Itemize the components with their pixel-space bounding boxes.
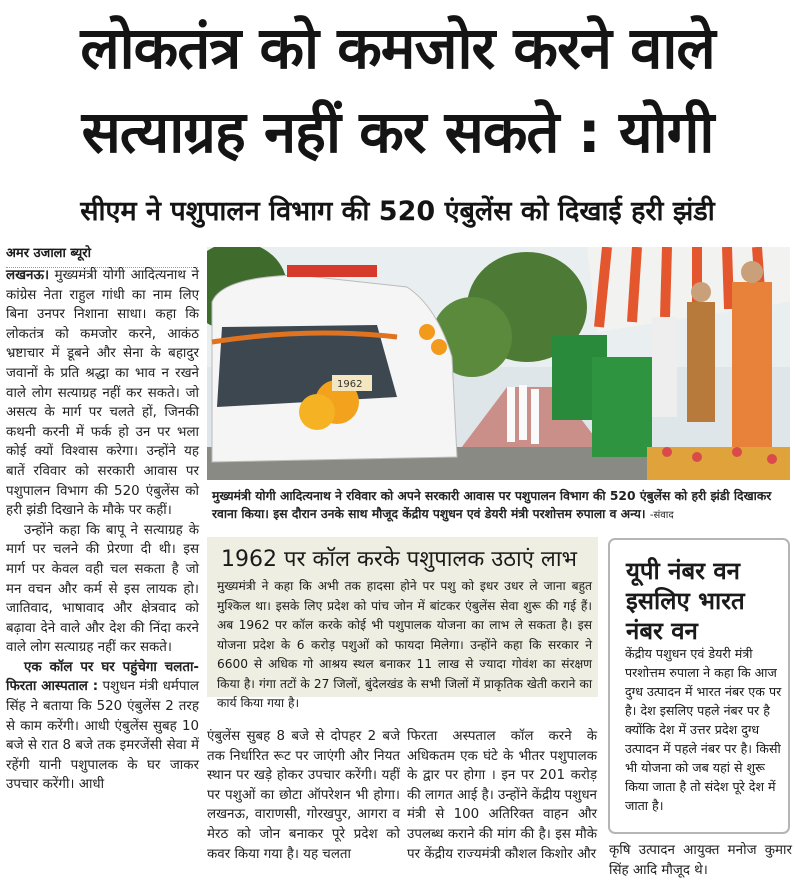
subheadline: सीएम ने पशुपालन विभाग की 520 एंबुलेंस को दिखाई हरी झंडी — [80, 196, 715, 227]
paragraph-3-text: पशुधन मंत्री धर्मपाल सिंह ने बताया कि 520 एंबुलेंस 2 तरह से काम करेंगी। आधी एंबुलेंस सुबह 10 बजे से रात 8 बजे तक इमरजेंसी सेवा में रहेंगी यानी पशुपालक के घर जाकर उपचार करेंगी। आधी — [6, 679, 200, 793]
photo-caption — [212, 487, 790, 525]
headline-line-2: सत्याग्रह नहीं कर सकते : योगी — [81, 98, 714, 166]
column-4: कृषि उत्पादन आयुक्त मनोज कुमार सिंह आदि मौजूद थे। — [609, 843, 792, 878]
headline-line-1: लोकतंत्र को कमजोर करने वाले — [80, 14, 715, 82]
box-text: मुख्यमंत्री ने कहा कि अभी तक हादसा होने पर पशु को इधर उधर ले जाना बहुत मुश्किल था। इसके लिए प्रदेश को पांच जोन में बांटकर एंबुलेंस सेवा शुरू की गई हैं। अब 1962 पर कॉल करके कोई भी पशुपालक योजना का लाभ ले सकता है। इस योजना प्रदेश के 6 करोड़ पशुओं को फायदा मिलेगा। उन्होंने कहा कि सरकार ने 6600 से अधिक गो आश्रय स्थल बनाकर 11 लाख से ज्यादा गोवंश का संरक्षण किया है। गंगा तटों के 27 जिलों, बुंदेलखंड के सभी जिलों में प्राकृतिक खेती कराने का कार्य किया गया है। — [217, 579, 592, 710]
left-column — [6, 266, 199, 795]
box-title: 1962 पर कॉल करके पशुपालक उठाएं लाभ — [221, 547, 577, 572]
vehicle-number: 1962 — [337, 379, 363, 390]
sidebar-box — [608, 538, 790, 834]
photo-credit: -संवाद — [649, 510, 674, 521]
paragraph-1-text: मुख्यमंत्री योगी आदित्यनाथ ने कांग्रेस नेता राहुल गांधी का नाम लिए बिना उनपर निशाना साधा। कहा कि लोकतंत्र को कमजोर करने, आकंठ भ्रष्टाचार में डूबने और सेना के बहादुर जवानों के प्रति श्रद्धा का भाव न रखने वाले लोग सत्याग्रह नहीं कर सकते। जो असत्य के मार्ग पर चलते हों, जिनकी कथनी करनी में फर्क हो उन पर भला कोई क्यों विश्वास करेगा। उन्होंने यह बातें रविवार को सरकारी आवास पर पशुपालन विभाग की 520 एंबुलेंस को हरी झंडी दिखाने के मौके पर कहीं। — [6, 268, 199, 519]
highlight-box — [207, 537, 598, 710]
green-flag — [592, 357, 652, 457]
sidebar-title: यूपी नंबर वन इसलिए भारत नंबर वन — [626, 557, 745, 645]
caption-text: मुख्यमंत्री योगी आदित्यनाथ ने रविवार को अपने सरकारी आवास पर पशुपालन विभाग की 520 एंबुलेंस को हरी झंडी दिखाकर रवाना किया। इस दौरान उनके साथ मौजूद केंद्रीय पशुधन एवं डेयरी मंत्री परशोत्तम रुपाला व अन्य। — [212, 489, 772, 521]
byline: अमर उजाला ब्यूरो — [6, 243, 198, 268]
dateline: लखनऊ। — [6, 268, 50, 283]
paragraph-1 — [6, 266, 199, 521]
paragraph-2: उन्होंने कहा कि बापू ने सत्याग्रह के मार्ग पर चलने की प्रेरणा दी थी। इस मार्ग पर केवल वही चल सकता है जो मन वचन और कर्म से इस लायक हो। जातिवाद, भाषावाद और क्षेत्रवाद को बढ़ावा देने वाले और देश की निंदा करने वाले लोग सत्याग्रह नहीं कर सकते। — [6, 522, 199, 656]
news-photo — [207, 247, 790, 480]
section-subhead: एक कॉल पर घर पहुंचेगा चलता-फिरता आस्पताल : — [6, 659, 199, 695]
column-3: फिरता अस्पताल कॉल करने के अधिकतम एक घंटे के भीतर पशुपालक के द्वार पर होगा । इन पर 201 करोड़ की लागत आई है। उन्होंने केंद्रीय पशुधन मंत्री से 100 अतिरिक्त वाहन और उपलब्ध कराने की मांग की है। इस मौके पर केंद्रीय राज्यमंत्री कौशल किशोर और — [407, 729, 597, 862]
paragraph-3 — [6, 658, 199, 795]
sidebar-text: केंद्रीय पशुधन एवं डेयरी मंत्री परशोत्तम रुपाला ने कहा कि आज दुग्ध उत्पादन में भारत नंबर एक पर है। देश इसलिए पहले नंबर पर है क्योंकि देश में उत्तर प्रदेश दुग्ध उत्पादन में पहले नंबर पर है। किसी भी योजना को जब यहां से शुरू किया जाता है तो संदेश पूरे देश में जाता है। — [625, 646, 782, 813]
column-2: एंबुलेंस सुबह 8 बजे से दोपहर 2 बजे तक निर्धारित रूट पर जाएंगी और नियत स्थान पर खड़े होकर उपचार करेंगी। यहीं पर पशुओं का छोटा ऑपरेशन भी होगा। लखनऊ, वाराणसी, गोरखपुर, आगरा व मेरठ को जोन बनाकर पूरे प्रदेश को कवर किया गया है। यह चलता — [207, 729, 400, 862]
